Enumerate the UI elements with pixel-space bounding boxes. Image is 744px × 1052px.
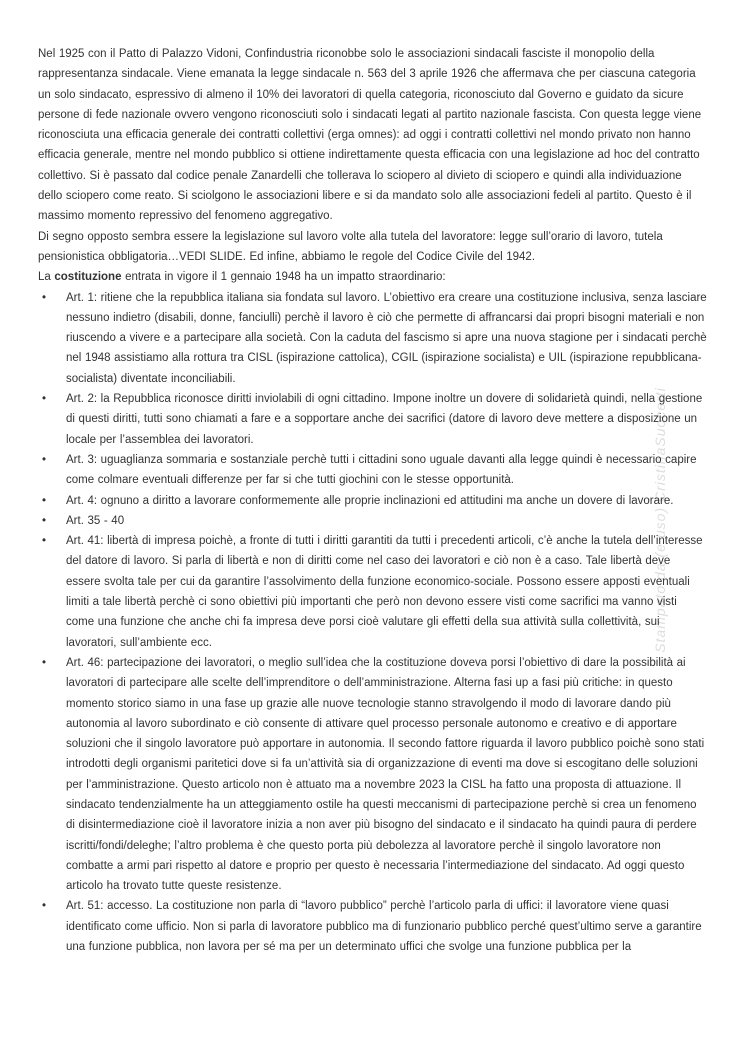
bullet-icon: •: [42, 656, 47, 669]
paragraph: [38, 267, 708, 287]
text-run: Art. 2: la Repubblica riconosce diritti inviolabili di ogni cittadino. Impone inoltre un dovere di solidarietà quindi, nella gestione di questi diritti, tutti sono chiamati a fare e a sopportare anche dei sacrifici (datore di lavoro deve mettere a disposizione un locale per l’assemblea dei lavoratori.: [66, 393, 703, 446]
margin-watermark: Stampato da (e uso) CristinaSuocerti: [652, 387, 668, 653]
bullet-icon: •: [42, 514, 47, 527]
bullet-icon: •: [42, 291, 47, 304]
list-item: [38, 389, 708, 450]
text-run: Art. 51: accesso. La costituzione non parla di “lavoro pubblico” perchè l’articolo parla di uffici: il lavoratore viene quasi identificato come ufficio. Non si parla di lavoratore pubblico ma di funzionario pubblico perché quest’ultimo serve a garantire una funzione pubblica, non lavora per sé ma per un determinato uffici che svolge una funzione pubblica per la: [66, 900, 702, 954]
list-item: [38, 896, 708, 957]
list-item: [38, 491, 708, 511]
text-run: Art. 41: libertà di impresa poichè, a fronte di tutti i diritti garantiti da tutti i precedenti articoli, c’è anche la tutela dell’interesse del datore di lavoro. Si parla di libertà e non di diritti come nel caso dei lavoratori e ciò non è a caso. Tale libertà deve essere svolta tale per cui da garantire l’assolvimento della funzione economico-sociale. Possono essere apposti eventuali limiti a tale libertà perchè ci sono obiettivi più importanti che però non devono essere visti come sacrifici ma vanno visti come una funzione che anche chi fa impresa deve porsi cioè valutare gli effetti della sua attività sulla collettività, sui lavoratori, sull’ambiente ecc.: [66, 535, 703, 649]
list-item: [38, 531, 708, 653]
paragraph: [38, 227, 708, 268]
list-item: [38, 450, 708, 491]
list-item-text: [66, 653, 708, 897]
list-item-text: [66, 288, 708, 389]
text-run: Art. 3: uguaglianza sommaria e sostanziale perchè tutti i cittadini sono uguale davanti alla legge quindi è necessario capire come colmare eventuali differenze per far si che tutti giochini con le stesse opportunità.: [66, 453, 697, 487]
text-run: Art. 46: partecipazione dei lavoratori, o meglio sull’idea che la costituzione doveva porsi l’obiettivo di dare la possibilità ai lavoratori di partecipare alle scelte dell’imprenditore o dell’amministrazione. Alterna fasi up a fasi più critiche: in questo momento storico siamo in una fase up grazie alle nuove tecnologie stanno stravolgendo il modo di lavorare dando più autonomia al lavoro subordinato e ciò consente di attivare quel processo personale autonomo e creativo e di apportare soluzioni che il singolo lavoratore può apportare in autonomia. Il secondo fattore riguarda il lavoro pubblico poichè sono stati introdotti degli organismi paritetici dove si fa un’attività sia di organizzazione di eventi ma dove si escogitano delle soluzioni per l’amministrazione. Questo articolo non è attuato ma a novembre 2023 la CISL ha fatto una proposta di attuazione. Il sindacato tendenzialmente ha un atteggiamento ostile ha questi meccanismi di partecipazione perchè si crea un fenomeno di disintermediazione cioè il lavoratore inizia a non aver più bisogno del sindacato e il sindacato ha quindi paura di perdere iscritti/fondi/deleghe; l’altro problema è che questo porta più debolezza al lavoratore perchè il singolo lavoratore non combatte a armi pari rispetto al datore e proprio per questo è necessaria l’intermediazione del sindacato. Ad oggi questo articolo ha trovato tutte queste resistenze.: [66, 656, 705, 893]
bold-text-run: costituzione: [54, 271, 122, 284]
bullet-icon: •: [42, 393, 47, 406]
text-run: entrata in vigore il 1 gennaio 1948 ha un impatto straordinario:: [121, 271, 446, 284]
list-item-text: [66, 491, 708, 511]
list-item-text: [66, 389, 708, 450]
text-run: Art. 35 - 40: [66, 514, 125, 527]
list-item: [38, 511, 708, 531]
paragraph: [38, 44, 708, 227]
list-item: [38, 653, 708, 897]
bullet-icon: •: [42, 453, 47, 466]
list-item-text: [66, 896, 708, 957]
list-item: [38, 288, 708, 389]
list-item-text: [66, 511, 708, 531]
list-item-text: [66, 450, 708, 491]
text-run: Art. 1: ritiene che la repubblica italiana sia fondata sul lavoro. L’obiettivo era creare una costituzione inclusiva, senza lasciare nessuno indietro (disabili, donne, fanciulli) perchè il lavoro è ciò che permette di affrancarsi dai propri bisogni materiali e non riuscendo a vivere e a partecipare alla società. Con la caduta del fascismo si apre una nuova stagione per i sindacati perchè nel 1948 assistiamo alla rottura tra CISL (ispirazione cattolica), CGIL (ispirazione socialista) e UIL (ispirazione repubblicana-socialista) diventate inconciliabili.: [66, 291, 707, 385]
bullet-icon: •: [42, 900, 47, 913]
document-content: [38, 44, 708, 957]
text-run: La: [38, 271, 55, 284]
text-run: Di segno opposto sembra essere la legislazione sul lavoro volte alla tutela del lavoratore: legge sull’orario di lavoro, tutela pensionistica obbligatoria…VEDI SLIDE. Ed infine, abbiamo le regole del Codice Civile del 1942.: [38, 230, 663, 263]
bullet-icon: •: [42, 494, 47, 507]
text-run: Art. 4: ognuno a diritto a lavorare conformemente alle proprie inclinazioni ed attitudini ma anche un dovere di lavorare.: [66, 494, 674, 507]
text-run: Nel 1925 con il Patto di Palazzo Vidoni, Confindustria riconobbe solo le associazioni sindacali fasciste il monopolio della rappresentanza sindacale. Viene emanata la legge sindacale n. 563 del 3 aprile 1926 che affermava che per ciascuna categoria un solo sindacato, espressivo di almeno il 10% dei lavoratori di quella categoria, riconosciuto dal Governo e guidato da sicure persone di fede nazionale ovvero vengono riconosciuti solo i sindacati legati al partito nazionale fascista. Con questa legge viene riconosciuta una efficacia generale dei contratti collettivi (erga omnes): ad oggi i contratti collettivi nel mondo privato non hanno efficacia generale, mentre nel mondo pubblico si ottiene indirettamente questa efficacia con una legislazione ad hoc del contratto collettivo. Si è passato dal codice penale Zanardelli che tollerava lo sciopero al divieto di sciopero e quindi alla individuazione dello sciopero come reato. Si sciolgono le associazioni libere e si da mandato solo alle associazioni fedeli al partito. Questo è il massimo momento repressivo del fenomeno aggregativo.: [38, 48, 702, 223]
list-item-text: [66, 531, 708, 653]
bullet-icon: •: [42, 535, 47, 548]
